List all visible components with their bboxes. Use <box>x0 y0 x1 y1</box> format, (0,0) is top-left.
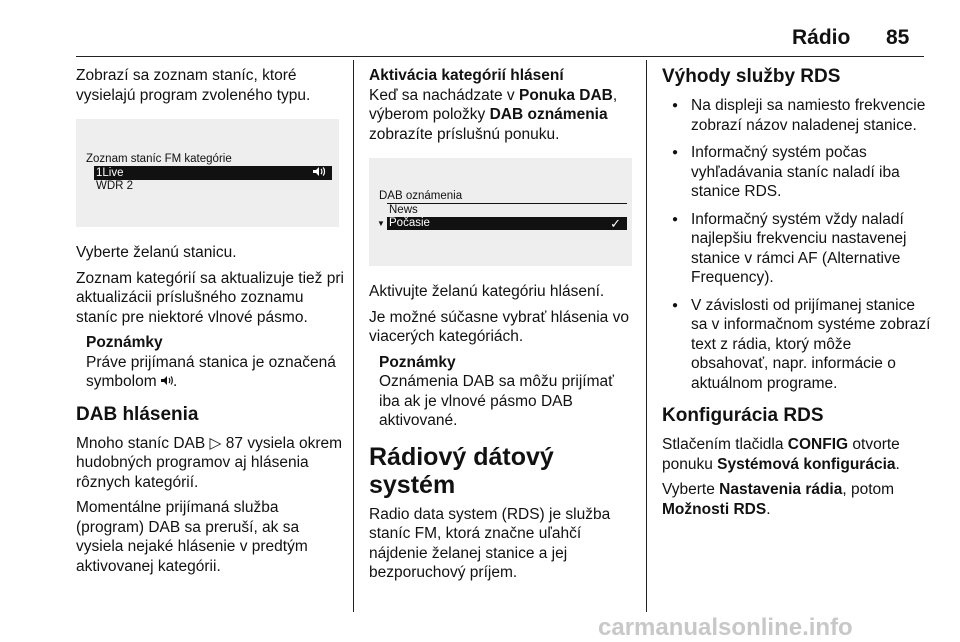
page-reference-arrow-icon: ▷ <box>209 434 222 452</box>
screen-title: DAB oznámenia <box>379 190 463 202</box>
page-header-title: Rádio <box>792 26 851 49</box>
note-block <box>369 353 637 431</box>
watermark: carmanualsonline.info <box>598 614 853 641</box>
bullet-list <box>662 96 932 393</box>
paragraph-category-update: Zoznam kategórií sa aktualizuje tiež pri aktualizácii príslušného zoznamu staníc pre niektoré vlnové pásmo. <box>76 269 344 326</box>
checkmark-icon: ✓ <box>610 216 621 231</box>
speaker-icon <box>312 166 326 181</box>
screen-row-selected: 1Live <box>94 167 332 180</box>
paragraph-dab-menu: Keď sa nachádzate v Ponuka DAB, výberom položky DAB oznámenia zobrazíte príslušnú ponuku. <box>369 86 618 143</box>
note-title: Poznámky <box>379 353 456 371</box>
paragraph-select-station: Vyberte želanú stanicu. <box>76 244 237 261</box>
note-text: Oznámenia DAB sa môžu prijímať iba ak je vlnové pásmo DAB aktivované. <box>379 373 614 429</box>
column-divider-1 <box>353 60 354 612</box>
speaker-icon <box>161 373 173 390</box>
header-rule <box>76 56 924 57</box>
paragraph-rds-description: Radio data system (RDS) je služba staníc FM, ktorá značne uľahčí nájdenie želanej stanice a jej bezporuchový príjem. <box>369 505 611 581</box>
paragraph-multiple-categories: Je možné súčasne vybrať hlásenia vo viacerých kategóriách. <box>369 308 629 345</box>
page-number: 85 <box>886 26 910 49</box>
screen-title: Zoznam staníc FM kategórie <box>86 153 232 165</box>
note-block <box>76 333 344 392</box>
note-title: Poznámky <box>86 334 163 351</box>
heading-dab-announcements: DAB hlásenia <box>76 403 199 425</box>
screen-row: News <box>389 204 418 216</box>
paragraph-station-list: Zobrazí sa zoznam staníc, ktoré vysielajú program zvoleného typu. <box>76 67 311 104</box>
list-item: ● Na displeji sa namiesto frekvencie zobrazí názov naladenej stanice. <box>662 96 932 135</box>
heading-rds-advantages: Výhody služby RDS <box>662 66 841 87</box>
heading-activate-categories: Aktivácia kategórií hlásení <box>369 67 564 84</box>
list-item: ● V závislosti od prijímanej stanice sa v informačnom systéme zobrazí text z rádia, ktorý môže obsahovať, napr. informácie o aktuálnom programe. <box>662 296 932 394</box>
paragraph-activate-category: Aktivujte želanú kategóriu hlásení. <box>369 283 605 300</box>
heading-rds: Rádiový dátový systém <box>369 442 554 499</box>
column-3 <box>662 66 932 525</box>
paragraph-dab-stations: Mnoho staníc DAB ▷ 87 vysiela okrem hudobných programov aj hlásenia rôznych kategórií. <box>76 434 343 491</box>
note-text: Práve prijímaná stanica je označená symbolom . <box>86 353 336 390</box>
heading-rds-configuration: Konfigurácia RDS <box>662 405 824 426</box>
paragraph-dab-interrupt: Momentálne prijímaná služba (program) DAB sa preruší, ak sa vysiela nejaké hlásenie v predtým aktivovanej kategórii. <box>76 499 308 575</box>
scroll-arrow-icon: ▼ <box>377 219 385 228</box>
display-screenshot-dab-announcements <box>369 158 632 266</box>
column-2 <box>369 66 637 589</box>
column-1 <box>76 66 344 582</box>
screen-row-selected: Počasie ✓ <box>387 217 627 230</box>
display-screenshot-fm-categories <box>76 119 339 227</box>
paragraph-config-button: Stlačením tlačidla CONFIG otvorte ponuku Systémová konfigurácia. <box>662 436 900 473</box>
list-item: ● Informačný systém počas vyhľadávania staníc naladí iba stanice RDS. <box>662 143 932 202</box>
paragraph-radio-settings: Vyberte Nastavenia rádia, potom Možnosti RDS. <box>662 481 895 518</box>
list-item: ● Informačný systém vždy naladí najlepšiu frekvenciu nastavenej stanice v rámci AF (Alternative Frequency). <box>662 210 932 288</box>
screen-row: WDR 2 <box>96 180 134 192</box>
column-divider-2 <box>646 60 647 612</box>
